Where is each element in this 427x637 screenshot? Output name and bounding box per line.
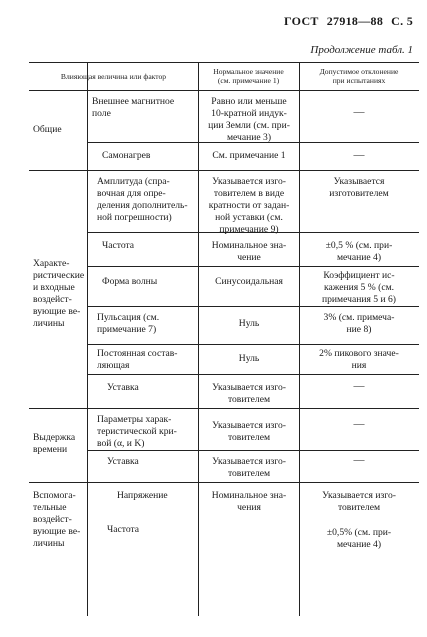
standard-number: 27918—88 <box>326 14 384 28</box>
group-characteristic: Характе- ристические и входные воздейст- вующие ве- личины <box>33 258 85 329</box>
factor-cell: Пульсация (см. примечание 7) <box>97 312 160 335</box>
row-divider <box>87 306 419 307</box>
factor-cell: Напряжение <box>117 490 168 501</box>
row-divider <box>87 374 419 375</box>
normal-value-cell: Нуль <box>238 353 260 364</box>
normal-value-cell: Указывается изго- товителем <box>212 456 286 479</box>
deviation-cell: 2% пикового значе- ния <box>319 348 399 371</box>
deviation-cell: — <box>353 454 365 466</box>
normal-value-cell: Равно или меньше 10-кратной индук- ции Земли (см. при- мечание 3) <box>208 96 290 143</box>
header-normal-value: Нормальное значение (см. примечание 1) <box>213 67 284 85</box>
deviation-cell: — <box>353 149 365 161</box>
header-deviation: Допустимое отклонение при испытаниях <box>319 67 399 85</box>
normal-value-cell: Указывается изго- товителем <box>212 382 286 405</box>
column-divider <box>87 62 88 616</box>
group-general: Общие <box>33 124 62 135</box>
normal-value-cell: Номинальное зна- чение <box>211 240 287 263</box>
requirements-table <box>29 62 419 616</box>
deviation-cell: ±0,5% (см. при- мечание 4) <box>326 527 392 550</box>
deviation-cell: 3% (см. примеча- ние 8) <box>323 312 395 335</box>
deviation-cell: Коэффициент ис- кажения 5 % (см. примечания 5 и 6) <box>321 270 397 305</box>
normal-value-cell: См. примечание 1 <box>212 150 286 161</box>
deviation-cell: ±0,5 % (см. при- мечание 4) <box>325 240 393 263</box>
group-auxiliary: Вспомога- тельные воздейст- вующие ве- личины <box>33 490 81 549</box>
factor-cell: Внешнее магнитное поле <box>92 96 175 119</box>
factor-cell: Частота <box>107 524 140 535</box>
factor-cell: Параметры харак- теристической кри- вой (α, и K) <box>97 414 177 449</box>
column-divider <box>198 62 199 616</box>
deviation-cell: — <box>353 418 365 430</box>
normal-value-cell: Нуль <box>238 318 260 329</box>
factor-cell: Постоянная состав- ляющая <box>97 348 178 371</box>
deviation-cell: Указывается изго- товителем <box>322 490 396 513</box>
factor-cell: Амплитуда (спра- вочная для опре- деления дополнитель- ной погрешности) <box>97 176 188 223</box>
factor-cell: Форма волны <box>102 276 158 287</box>
deviation-cell: Указывается изготовителем <box>329 176 389 199</box>
factor-cell: Уставка <box>107 456 139 467</box>
page-number: С. 5 <box>391 14 413 28</box>
row-divider <box>87 450 419 451</box>
normal-value-cell: Синусоидальная <box>215 276 283 287</box>
row-divider <box>87 344 419 345</box>
factor-cell: Уставка <box>107 382 139 393</box>
deviation-cell: — <box>353 380 365 392</box>
page-header <box>276 14 413 29</box>
factor-cell: Частота <box>102 240 135 251</box>
continuation-caption: Продолжение табл. 1 <box>310 44 413 56</box>
header-factor: Влияющая величина или фактор <box>60 72 167 81</box>
standard-label: ГОСТ <box>284 14 319 28</box>
normal-value-cell: Номинальное зна- чения <box>211 490 287 513</box>
group-delay: Выдержка времени <box>33 432 76 455</box>
normal-value-cell: Указывается изго- товителем <box>212 420 286 443</box>
row-divider <box>87 266 419 267</box>
factor-cell: Самонагрев <box>102 150 151 161</box>
normal-value-cell: Указывается изго- товителем в виде кратности от задан- ной уставки (см. примечание 9) <box>208 176 290 235</box>
deviation-cell: — <box>353 106 365 118</box>
